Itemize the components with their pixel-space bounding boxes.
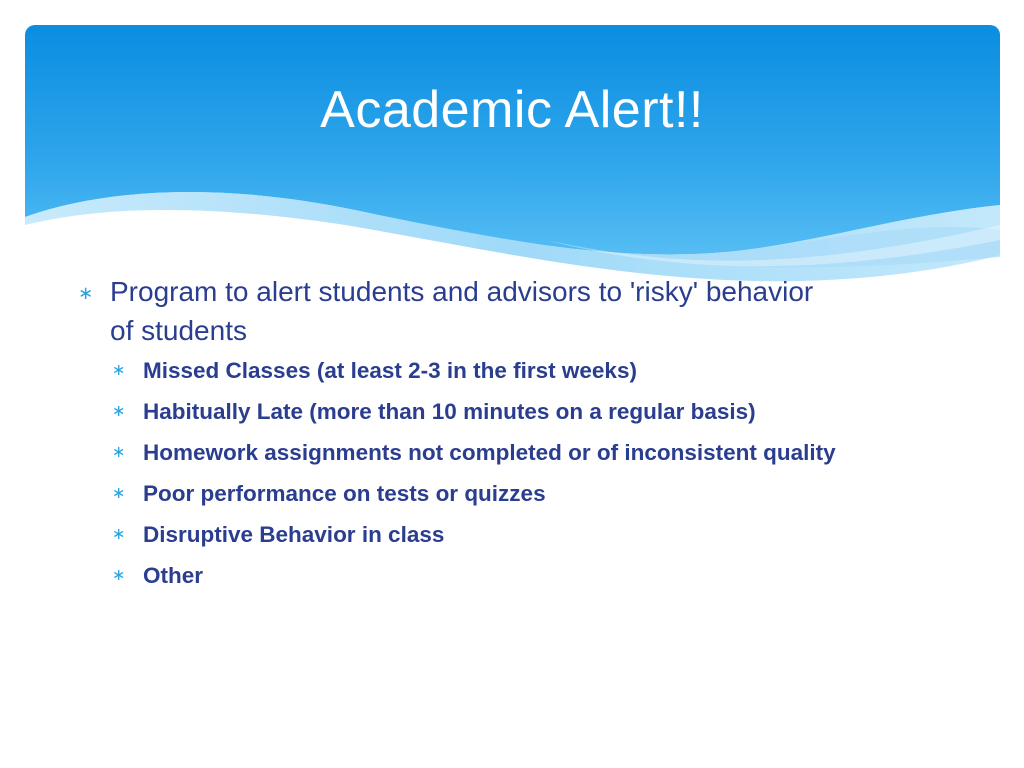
bullet-asterisk-icon: ∗ (112, 403, 126, 420)
bullet-asterisk-icon: ∗ (112, 444, 126, 461)
list-item (78, 559, 878, 593)
list-item (78, 354, 878, 388)
wave-background (25, 25, 1000, 285)
list-item-text: Poor performance on tests or quizzes (143, 481, 546, 506)
main-bullet-text: Program to alert students and advisors to 'risky' behavior of students (110, 276, 814, 346)
list-item-text: Habitually Late (more than 10 minutes on a regular basis) (143, 399, 756, 424)
bullet-asterisk-icon: ∗ (78, 283, 94, 303)
bullet-list (78, 272, 878, 600)
bullet-asterisk-icon: ∗ (112, 526, 126, 543)
slide-title: Academic Alert!! (320, 81, 704, 139)
list-item (78, 436, 853, 470)
list-item-text: Other (143, 563, 204, 588)
bullet-asterisk-icon: ∗ (112, 362, 126, 379)
sub-bullet-list (78, 354, 878, 593)
bullet-asterisk-icon: ∗ (112, 485, 126, 502)
list-item-text: Disruptive Behavior in class (143, 522, 445, 547)
bullet-asterisk-icon: ∗ (112, 567, 126, 584)
list-item-text: Homework assignments not completed or of inconsistent quality (143, 440, 836, 465)
main-bullet (78, 272, 820, 350)
list-item (78, 477, 878, 511)
list-item (78, 395, 878, 429)
list-item (78, 518, 878, 552)
title-banner (25, 25, 1000, 285)
list-item-text: Missed Classes (at least 2-3 in the first weeks) (143, 358, 637, 383)
